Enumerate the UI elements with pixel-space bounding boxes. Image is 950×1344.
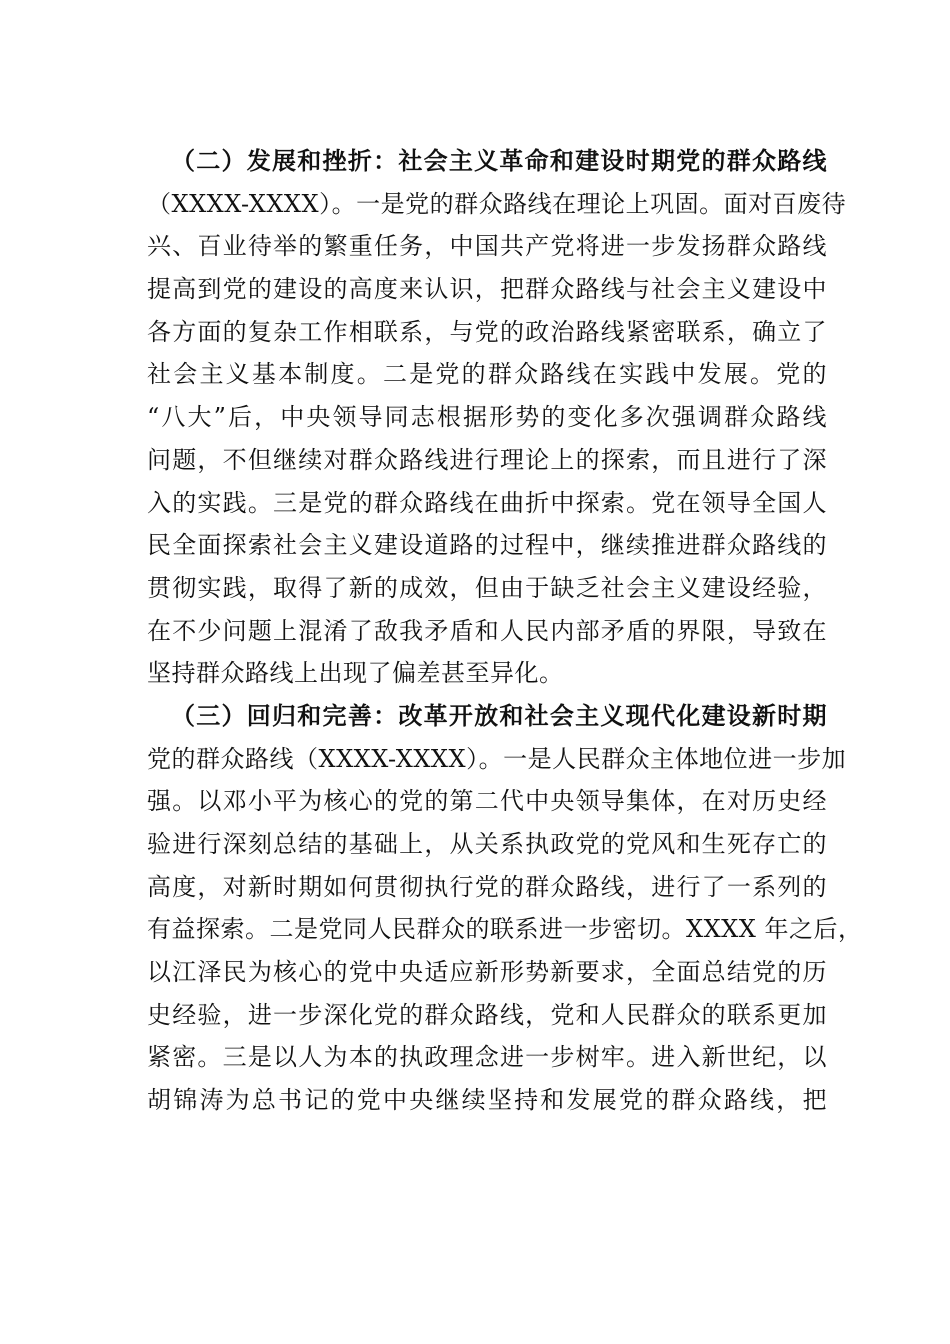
paragraph-1-heading: （二）发展和挫折：社会主义革命和建设时期党的群众路线 xyxy=(171,146,827,175)
paragraph-1-line-1: （XXXX-XXXX）。一是党的群众路线在理论上巩固。面对百废待 xyxy=(147,189,847,218)
paragraph-2-line-9: 胡锦涛为总书记的党中央继续坚持和发展党的群众路线，把 xyxy=(147,1086,827,1115)
document-body xyxy=(147,140,863,1122)
paragraph-1-line-3: 提高到党的建设的高度来认识，把群众路线与社会主义建设中 xyxy=(147,275,827,304)
paragraph-2-heading-line xyxy=(147,695,827,738)
paragraph-1-line-6: “八大”后，中央领导同志根据形势的变化多次强调群众路线 xyxy=(147,403,827,432)
paragraph-1-line-2: 兴、百业待举的繁重任务，中国共产党将进一步发扬群众路线 xyxy=(147,232,827,261)
paragraph-1-heading-line xyxy=(147,140,827,183)
paragraph-2-heading: （三）回归和完善：改革开放和社会主义现代化建设新时期 xyxy=(171,700,827,730)
paragraph-1-line-11: 在不少问题上混淆了敌我矛盾和人民内部矛盾的界限，导致在 xyxy=(147,616,827,645)
paragraph-2-line-3: 验进行深刻总结的基础上，从关系执政党的党风和生死存亡的 xyxy=(147,830,827,858)
paragraph-1-line-5: 社会主义基本制度。二是党的群众路线在实践中发展。党的 xyxy=(147,360,827,389)
paragraph-1-line-4: 各方面的复杂工作相联系，与党的政治路线紧密联系，确立了 xyxy=(147,317,827,346)
paragraph-2-line-2: 强。以邓小平为核心的党的第二代中央领导集体，在对历史经 xyxy=(147,787,827,816)
paragraph-1-line-9: 民全面探索社会主义建设道路的过程中，继续推进群众路线的 xyxy=(147,531,827,560)
paragraph-1-line-7: 问题，不但继续对群众路线进行理论上的探索，而且进行了深 xyxy=(147,445,827,474)
paragraph-1-line-12: 坚持群众路线上出现了偏差甚至异化。 xyxy=(147,659,564,688)
paragraph-2-line-1: 党的群众路线（XXXX-XXXX）。一是人民群众主体地位进一步加 xyxy=(147,744,847,773)
paragraph-1-line-8: 入的实践。三是党的群众路线在曲折中探索。党在领导全国人 xyxy=(147,488,827,517)
paragraph-2-line-7: 史经验，进一步深化党的群众路线，党和人民群众的联系更加 xyxy=(147,1000,827,1029)
paragraph-2-line-5: 有益探索。二是党同人民群众的联系进一步密切。XXXX 年之后， xyxy=(147,915,863,944)
paragraph-2-line-6: 以江泽民为核心的党中央适应新形势新要求，全面总结党的历 xyxy=(147,958,827,987)
paragraph-2-line-8: 紧密。三是以人为本的执政理念进一步树牢。进入新世纪，以 xyxy=(147,1043,827,1072)
paragraph-1-line-10: 贯彻实践，取得了新的成效，但由于缺乏社会主义建设经验， xyxy=(147,573,827,602)
paragraph-2-line-4: 高度，对新时期如何贯彻执行党的群众路线，进行了一系列的 xyxy=(147,872,827,901)
